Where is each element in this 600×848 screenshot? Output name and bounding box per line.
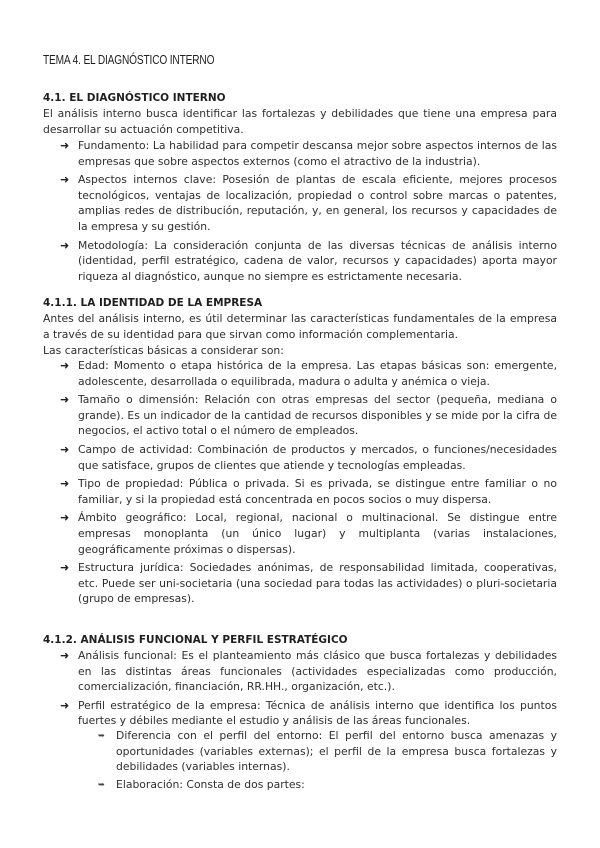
list-item bbox=[60, 442, 557, 473]
section-heading-4-1-2: 4.1.2. ANÁLISIS FUNCIONAL Y PERFIL ESTRATÉGICO bbox=[43, 634, 348, 646]
list-item-text: Tipo de propiedad: Pública o privada. Si es privada, se distingue entre familiar o no familiar, y si la propiedad está concentrada en pocos socios o muy dispersa. bbox=[78, 477, 557, 506]
bullet-list-4-1-2 bbox=[60, 648, 557, 732]
arrow-icon: ➜ bbox=[60, 139, 70, 152]
sub-list-item bbox=[98, 728, 557, 775]
list-item bbox=[60, 560, 557, 607]
sub-list-item-text: Elaboración: Consta de dos partes: bbox=[116, 777, 305, 791]
sub-arrow-icon: ➥ bbox=[98, 731, 105, 740]
sub-bullet-list-4-1-2 bbox=[98, 728, 557, 794]
arrow-icon: ➜ bbox=[60, 238, 70, 252]
arrow-icon: ➜ bbox=[60, 561, 70, 575]
arrow-icon: ➜ bbox=[60, 649, 70, 662]
arrow-icon: ➜ bbox=[60, 173, 70, 187]
section-heading-4-1-1: 4.1.1. LA IDENTIDAD DE LA EMPRESA bbox=[43, 297, 263, 309]
list-item bbox=[60, 238, 557, 285]
list-item bbox=[60, 392, 557, 439]
arrow-icon: ➜ bbox=[60, 698, 70, 712]
bullet-list-4-1-1 bbox=[60, 358, 557, 610]
arrow-icon: ➜ bbox=[60, 359, 70, 372]
arrow-icon: ➜ bbox=[60, 393, 70, 407]
section-intro-4-1: El análisis interno busca identificar las fortalezas y debilidades que tiene una empresa para desarrollar su actuación competitiva. bbox=[43, 107, 557, 136]
list-item-text: Análisis funcional: Es el planteamiento más clásico que busca fortalezas y debilidades en las distintas áreas funcionales (actividades especializadas como producción, comercialización, financiación, RR.HH., organización, etc.). bbox=[78, 649, 557, 694]
list-item-text: Ámbito geográfico: Local, regional, nacional o multinacional. Se distingue entre empresas monoplanta (un único lugar) y multiplanta (varias instalaciones, geográficamente próximas o dispersas). bbox=[78, 511, 557, 556]
list-item-text: Edad: Momento o etapa histórica de la empresa. Las etapas básicas son: emergente, adolescente, desarrollada o equilibrada, madura o adulta y anémica o vieja. bbox=[78, 359, 557, 388]
section-intro-4-1-1: Antes del análisis interno, es útil determinar las características fundamentales de la empresa a través de su identidad para que sirvan como información complementaria. bbox=[43, 312, 557, 341]
list-item bbox=[60, 476, 557, 507]
list-item-text: Estructura jurídica: Sociedades anónimas, de responsabilidad limitada, cooperativas, etc. Puede ser uni-societaria (una sociedad para todas las actividades) o pluri-societaria (grupo de empresas). bbox=[78, 561, 557, 606]
list-item-text: Metodología: La consideración conjunta de las diversas técnicas de análisis interno (identidad, perfil estratégico, cadena de valor, recursos y capacidades) aporta mayor riqueza al diagnóstico, aunque no siempre es estrictamente necesaria. bbox=[78, 238, 557, 283]
page-title: TEMA 4. EL DIAGNÓSTICO INTERNO bbox=[43, 52, 215, 67]
section-heading-4-1: 4.1. EL DIAGNÓSTICO INTERNO bbox=[43, 92, 226, 104]
list-item bbox=[60, 172, 557, 234]
list-item-text: Perfil estratégico de la empresa: Técnica de análisis interno que identifica los puntos fuertes y débiles mediante el estudio y análisis de las áreas funcionales. bbox=[78, 698, 557, 728]
arrow-icon: ➜ bbox=[60, 511, 70, 525]
list-item-text: Aspectos internos clave: Posesión de plantas de escala eficiente, mejores procesos tecnológicos, ventajas de localización, propiedad o control sobre marcas o patentes, amplias redes de distribución, reputación, y, en general, los recursos y capacidades de la empresa y su gestión. bbox=[78, 173, 557, 233]
sub-list-item bbox=[98, 777, 557, 793]
list-item bbox=[60, 138, 557, 169]
arrow-icon: ➜ bbox=[60, 477, 70, 491]
section-intro2-4-1-1: Las características básicas a considerar son: bbox=[43, 344, 284, 357]
sub-arrow-icon: ➥ bbox=[98, 779, 105, 789]
list-item-text: Fundamento: La habilidad para competir descansa mejor sobre aspectos internos de las empresas que sobre aspectos externos (como el atractivo de la industria). bbox=[78, 139, 557, 168]
list-item-text: Campo de actividad: Combinación de productos y mercados, o funciones/necesidades que satisface, grupos de clientes que atiende y tecnologías empleadas. bbox=[78, 442, 557, 472]
list-item bbox=[60, 510, 557, 557]
list-item bbox=[60, 648, 557, 695]
bullet-list-4-1 bbox=[60, 138, 557, 287]
list-item bbox=[60, 358, 557, 389]
list-item-text: Tamaño o dimensión: Relación con otras empresas del sector (pequeña, mediana o grande). Es un indicador de la cantidad de recursos disponibles y se mide por la cifra de negocios, el activo total o el número de empleados. bbox=[78, 393, 557, 438]
arrow-icon: ➜ bbox=[60, 442, 70, 456]
sub-list-item-text: Diferencia con el perfil del entorno: El perfil del entorno busca amenazas y oportunidades (variables externas); el perfil de la empresa busca fortalezas y debilidades (variables internas). bbox=[116, 729, 557, 774]
list-item bbox=[60, 698, 557, 729]
